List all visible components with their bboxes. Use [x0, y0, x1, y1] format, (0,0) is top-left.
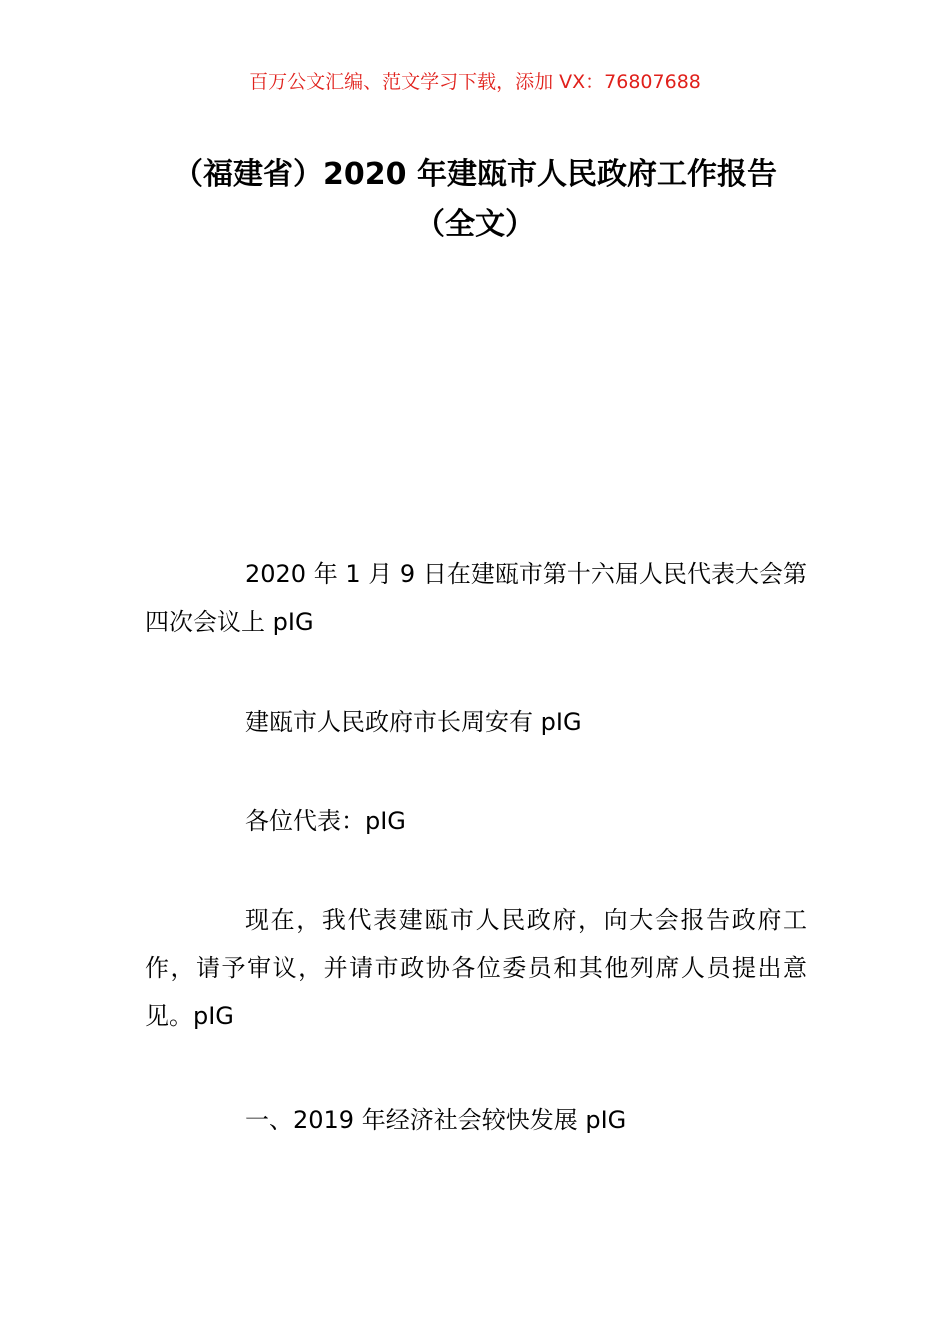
document-title: （福建省）2020 年建瓯市人民政府工作报告（全文）	[173, 157, 777, 242]
salutation-paragraph: 各位代表：pIG	[245, 807, 406, 835]
meeting-info-paragraph: 2020 年 1 月 9 日在建瓯市第十六届人民代表大会第四次会议上 pIG	[145, 560, 807, 636]
opening-paragraph: 现在，我代表建瓯市人民政府，向大会报告政府工作，请予审议，并请市政协各位委员和其他列席人员提出意见。pIG	[145, 906, 807, 1030]
speaker-paragraph: 建瓯市人民政府市长周安有 pIG	[245, 708, 582, 736]
section-heading-paragraph: 一、2019 年经济社会较快发展 pIG	[245, 1106, 627, 1134]
header-promo-note: 百万公文汇编、范文学习下载，添加 VX：76807688	[249, 71, 701, 93]
